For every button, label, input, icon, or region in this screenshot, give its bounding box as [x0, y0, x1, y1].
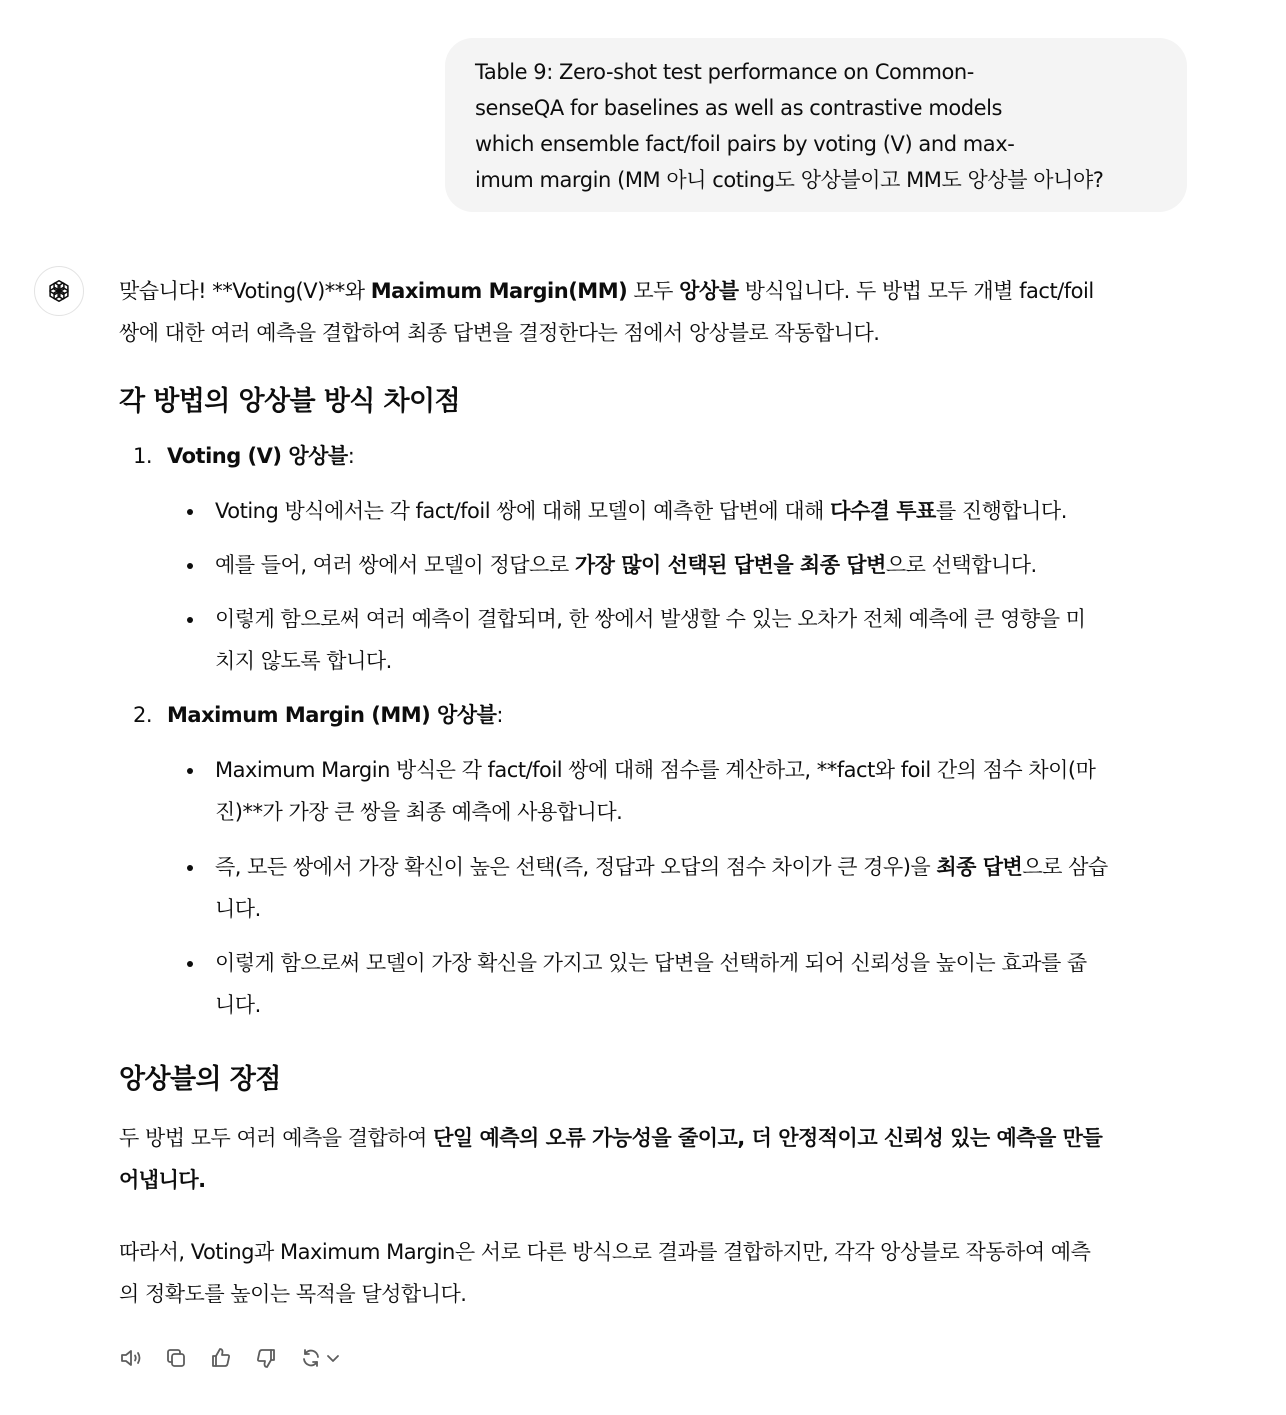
bullet-text: 치지 않도록 합니다. — [215, 649, 392, 673]
intro-text: 맞습니다! **Voting(V)**와 — [119, 279, 371, 303]
bullet-line — [215, 846, 1199, 888]
bad-response-button[interactable] — [254, 1338, 299, 1378]
intro-text: 모두 — [627, 279, 680, 303]
good-response-button[interactable] — [209, 1338, 254, 1378]
bullet-text: 으로 선택합니다. — [885, 553, 1037, 577]
section-heading: 각 방법의 앙상블 방식 차이점 — [119, 386, 460, 417]
conclusion-line: 따라서, Voting과 Maximum Margin은 서로 다른 방식으로 결과를 결합하지만, 각각 앙상블로 작동하여 예측 — [119, 1240, 1091, 1264]
thumbs-up-icon — [209, 1346, 233, 1370]
user-message-line: imum margin (MM 아니 coting도 앙상블이고 MM도 앙상블 아니야? — [475, 168, 1104, 192]
message-action-toolbar — [119, 1338, 355, 1378]
conclusion-paragraph — [119, 1231, 1199, 1315]
list-item — [119, 598, 1199, 682]
bullet-text: 예를 들어, 여러 쌍에서 모델이 정답으로 — [215, 553, 575, 577]
numbered-item — [119, 435, 1199, 477]
bullet-text: 니다. — [215, 897, 261, 921]
assistant-avatar — [34, 266, 84, 316]
bullet-bold: 다수결 투표 — [830, 499, 936, 523]
copy-button[interactable] — [164, 1338, 209, 1378]
intro-text: 방식입니다. 두 방법 모두 개별 fact/foil — [738, 279, 1094, 303]
item-colon: : — [496, 703, 503, 727]
bullet-text: 이렇게 함으로써 모델이 가장 확신을 가지고 있는 답변을 선택하게 되어 신뢰성을 높이는 효과를 줍 — [215, 951, 1087, 975]
bullet-text: 니다. — [215, 993, 261, 1017]
bullet-bold: 최종 답변 — [936, 855, 1023, 879]
numbered-item — [119, 694, 1199, 736]
item-colon: : — [347, 444, 355, 468]
chevron-down-icon — [325, 1350, 341, 1366]
bullet-text: 으로 삼습 — [1022, 855, 1108, 879]
intro-bold: 앙상블 — [679, 279, 739, 303]
bullet-text: 진)**가 가장 큰 쌍을 최종 예측에 사용합니다. — [215, 800, 623, 824]
thumbs-down-icon — [254, 1346, 278, 1370]
bullet-bold: 가장 많이 선택된 답변을 최종 답변 — [574, 553, 886, 577]
copy-icon — [164, 1346, 188, 1370]
list-item — [119, 942, 1199, 1026]
list-item — [119, 749, 1199, 833]
speaker-icon — [119, 1346, 145, 1370]
list-item — [119, 846, 1199, 930]
bullet-text: Maximum Margin 방식은 각 fact/foil 쌍에 대해 점수를 계산하고, **fact와 foil 간의 점수 차이(마 — [215, 758, 1096, 782]
advantage-line: 어냅니다. — [119, 1168, 206, 1192]
advantage-bold: 단일 예측의 오류 가능성을 줄이고, 더 안정적이고 신뢰성 있는 예측을 만들 — [433, 1126, 1103, 1150]
advantage-line — [119, 1117, 1199, 1159]
regenerate-button[interactable] — [299, 1338, 355, 1378]
item-number: 2. — [133, 703, 153, 727]
user-message-line: which ensemble fact/foil pairs by voting (V) and max- — [475, 132, 1015, 156]
regenerate-icon — [299, 1346, 323, 1370]
intro-line — [119, 270, 1199, 312]
item-number: 1. — [133, 444, 153, 468]
assistant-message — [119, 270, 1199, 1315]
read-aloud-button[interactable] — [119, 1338, 164, 1378]
item-title: Maximum Margin (MM) 앙상블 — [167, 703, 497, 727]
intro-bold: Maximum Margin(MM) — [370, 279, 628, 303]
intro-paragraph — [119, 270, 1199, 354]
openai-logo-icon — [45, 277, 73, 305]
list-item — [119, 490, 1199, 532]
user-message-line: Table 9: Zero-shot test performance on Common- — [475, 60, 974, 84]
bullet-text: 이렇게 함으로써 여러 예측이 결합되며, 한 쌍에서 발생할 수 있는 오차가 전체 예측에 큰 영향을 미 — [215, 607, 1086, 631]
advantage-text: 두 방법 모두 여러 예측을 결합하여 — [119, 1126, 434, 1150]
bullet-text: 즉, 모든 쌍에서 가장 확신이 높은 선택(즉, 정답과 오답의 점수 차이가 큰 경우)을 — [215, 855, 937, 879]
advantage-paragraph — [119, 1117, 1199, 1201]
bullet-text: Voting 방식에서는 각 fact/foil 쌍에 대해 모델이 예측한 답변에 대해 — [215, 499, 831, 523]
user-message-line: senseQA for baselines as well as contrastive models — [475, 96, 1002, 120]
intro-line: 쌍에 대한 여러 예측을 결합하여 최종 답변을 결정한다는 점에서 앙상블로 작동합니다. — [119, 321, 880, 345]
item-title: Voting (V) 앙상블 — [167, 444, 348, 468]
conclusion-line: 의 정확도를 높이는 목적을 달성합니다. — [119, 1282, 467, 1306]
list-item — [119, 544, 1199, 586]
section-heading: 앙상블의 장점 — [119, 1064, 281, 1095]
user-message-bubble — [445, 38, 1187, 212]
bullet-text: 를 진행합니다. — [935, 499, 1067, 523]
